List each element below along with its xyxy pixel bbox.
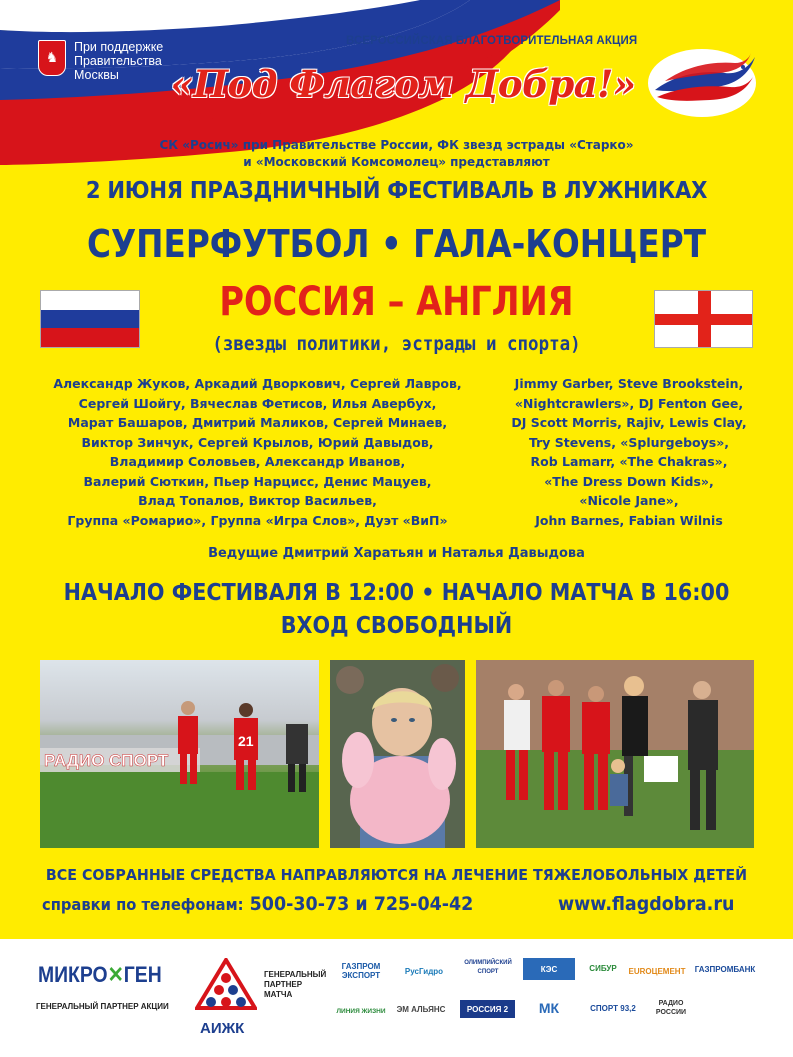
- russia-participants-list: [30, 374, 485, 530]
- moscow-crest-icon: ♞: [38, 40, 66, 76]
- presenters-line-1: СК «Росич» при Правительстве России, ФК звезд эстрады «Старко»: [159, 138, 634, 152]
- gazprombank-logo: ГАЗПРОМБАНК: [694, 964, 756, 974]
- participant-line: «Nightcrawlers», DJ Fenton Gee,: [514, 395, 744, 411]
- mikrogen-main-text: МИКРО: [38, 962, 108, 987]
- em-alliance-logo: ЭМ АЛЬЯНС: [396, 1004, 446, 1014]
- free-entry-heading: ВХОД СВОБОДНЫЙ: [280, 613, 513, 639]
- website-link[interactable]: www.flagdobra.ru: [558, 893, 735, 915]
- aijk-logo-icon: [195, 958, 257, 1018]
- charity-notice: ВСЕ СОБРАННЫЕ СРЕДСТВА НАПРАВЛЯЮТСЯ НА ЛЕЧЕНИЕ ТЯЖЕЛОБОЛЬНЫХ ДЕТЕЙ: [45, 866, 748, 884]
- participant-line: Группа «Ромарио», Группа «Игра Слов», Дуэт «ВиП»: [67, 512, 448, 528]
- sibur-logo: СИБУР: [589, 963, 617, 973]
- moscow-government-support: [38, 40, 184, 82]
- presenters-line-2: и «Московский Комсомолец» представляют: [243, 155, 550, 169]
- child-photo: [330, 660, 465, 848]
- kes-logo: КЭС: [523, 958, 575, 980]
- participant-line: Валерий Сюткин, Пьер Нарцисс, Денис Мацуев,: [83, 473, 432, 489]
- participant-line: DJ Scott Morris, Rajiv, Lewis Clay,: [511, 415, 747, 430]
- participant-line: «Nicole Jane»,: [579, 493, 679, 508]
- action-title: ВСЕРОССИЙСКАЯ БЛАГОТВОРИТЕЛЬНАЯ АКЦИЯ: [346, 35, 638, 47]
- player-number-text: 21: [238, 733, 254, 749]
- certificate-card: [644, 756, 678, 782]
- rushydro-logo: РусГидро: [404, 966, 444, 976]
- start-times-heading: НАЧАЛО ФЕСТИВАЛЯ В 12:00 • НАЧАЛО МАТЧА В 16:00: [63, 580, 730, 606]
- eurocement-logo: EUROЦЕМЕНТ: [628, 966, 686, 976]
- mikrogen-tail-text: ГЕН: [123, 962, 162, 987]
- england-participants-list: [484, 374, 774, 530]
- participant-line: Марат Башаров, Дмитрий Маликов, Сергей Минаев,: [67, 415, 448, 430]
- russia2-logo: РОССИЯ 2: [460, 1000, 515, 1018]
- olympic-sport-logo: ОЛИМПИЙСКИЙ СПОРТ: [464, 960, 512, 975]
- match-partner-label: ГЕНЕРАЛЬНЫЙ ПАРТНЕР МАТЧА: [264, 970, 327, 999]
- participant-line: John Barnes, Fabian Wilnis: [535, 512, 723, 528]
- participant-line: Jimmy Garber, Steve Brookstein,: [514, 376, 744, 391]
- mikrogen-logo: МИКРО✕ГЕН: [38, 962, 162, 987]
- participant-line: Rob Lamarr, «The Chakras»,: [530, 454, 728, 469]
- aijk-text: АИЖК: [200, 1020, 245, 1037]
- radio-sport-logo: СПОРТ 93,2: [590, 1003, 636, 1013]
- participant-line: Виктор Зинчук, Сергей Крылов, Юрий Давыдов,: [81, 434, 434, 450]
- participant-line: Александр Жуков, Аркадий Дворкович, Сергей Лавров,: [53, 376, 462, 391]
- general-partner-label: ГЕНЕРАЛЬНЫЙ ПАРТНЕР АКЦИИ: [36, 1002, 169, 1011]
- match-heading: РОССИЯ – АНГЛИЯ: [219, 279, 574, 325]
- moscow-support-text: При поддержке Правительства Москвы: [74, 40, 164, 82]
- phone-label: справки по телефонам:: [42, 895, 244, 914]
- match-photo: [40, 660, 319, 848]
- phone-info: [42, 893, 473, 915]
- festival-date-heading: 2 ИЮНЯ ПРАЗДНИЧНЫЙ ФЕСТИВАЛЬ В ЛУЖНИКАХ: [85, 178, 708, 204]
- participant-line: «The Dress Down Kids»,: [544, 473, 714, 489]
- mk-logo: МК: [538, 999, 560, 1016]
- ceremony-photo: [476, 660, 754, 848]
- participant-line: Try Stevens, «Splurgeboys»,: [528, 434, 730, 450]
- radio-russia-logo: РАДИО РОССИИ: [655, 1000, 687, 1016]
- slogan-title: «Под Флагом Добра!»: [170, 62, 636, 106]
- radio-sport-banner-text: РАДИО СПОРТ: [44, 751, 169, 770]
- participant-line: Владимир Соловьев, Александр Иванов,: [109, 454, 406, 469]
- superfootball-heading: СУПЕРФУТБОЛ • ГАЛА-КОНЦЕРТ: [86, 222, 707, 266]
- participant-line: Сергей Шойгу, Вячеслав Фетисов, Илья Авербух,: [78, 395, 437, 411]
- tricolor-bird-logo-icon: [645, 45, 760, 120]
- hosts-line: Ведущие Дмитрий Харатьян и Наталья Давыдова: [208, 546, 585, 561]
- match-subheading: (звезды политики, эстрады и спорта): [212, 333, 581, 355]
- phone-numbers: 500-30-73 и 725-04-42: [249, 893, 474, 915]
- participant-line: Влад Топалов, Виктор Васильев,: [138, 493, 377, 508]
- line-of-life-logo: ЛИНИЯ ЖИЗНИ: [336, 1007, 386, 1015]
- gazprom-export-logo: ГАЗПРОМ ЭКСПОРТ: [341, 962, 381, 980]
